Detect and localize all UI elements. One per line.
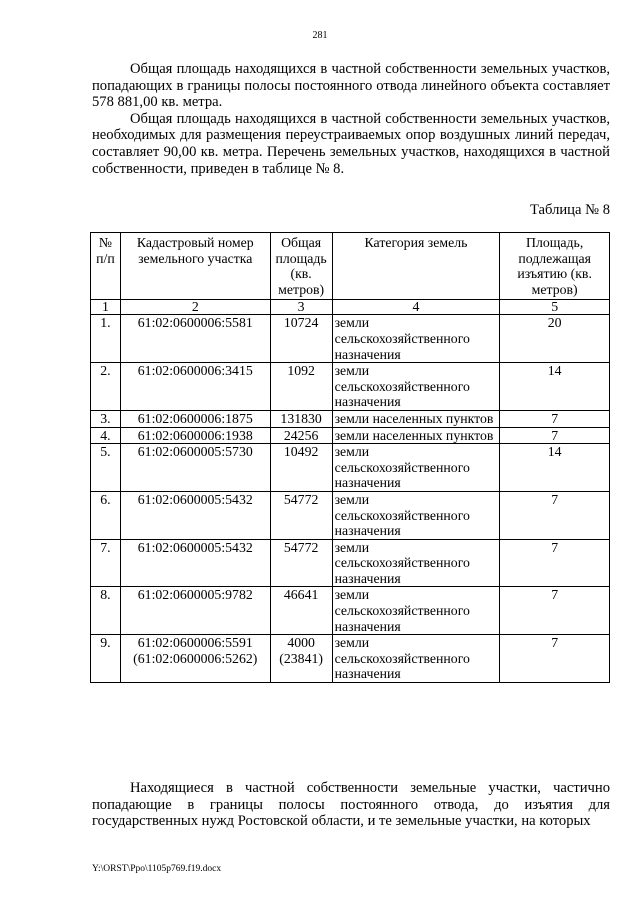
paragraph: Общая площадь находящихся в частной собственности земельных участков, необходимых для размещения переустраиваемых опор воздушных линий передач, составляет 90,00 кв. метра. Перечень земельных участков, находящихся в частной собственности, приведен в таблице № 8. [92, 110, 610, 177]
cell-seized-area: 7 [500, 427, 610, 444]
header-area: Общая площадь (кв. метров) [270, 233, 332, 300]
cell-seized-area: 14 [500, 363, 610, 411]
cell-land-category: земли сельскохозяйственного назначения [332, 315, 500, 363]
column-number: 2 [120, 300, 270, 315]
table-row [91, 491, 610, 539]
cell-total-area: 54772 [270, 539, 332, 587]
paragraph: Общая площадь находящихся в частной собственности земельных участков, попадающих в границы полосы постоянного отвода линейного объекта составляет 578 881,00 кв. метра. [92, 61, 610, 111]
cell-land-category: земли сельскохозяйственного назначения [332, 491, 500, 539]
column-number: 1 [91, 300, 121, 315]
cell-seized-area: 20 [500, 315, 610, 363]
cell-cadastral-number: 61:02:0600006:5591 (61:02:0600006:5262) [120, 635, 270, 683]
cell-total-area: 54772 [270, 491, 332, 539]
table-row [91, 587, 610, 635]
table-row [91, 444, 610, 492]
table-caption: Таблица № 8 [530, 202, 610, 218]
document-file-path: Y:\ORST\Ppo\1105p769.f19.docx [92, 864, 222, 874]
cell-num: 6. [91, 491, 121, 539]
cell-land-category: земли сельскохозяйственного назначения [332, 444, 500, 492]
cell-total-area: 24256 [270, 427, 332, 444]
cell-land-category: земли сельскохозяйственного назначения [332, 635, 500, 683]
cell-num: 4. [91, 427, 121, 444]
cell-cadastral-number: 61:02:0600005:5432 [120, 539, 270, 587]
table-row [91, 539, 610, 587]
cell-total-area: 46641 [270, 587, 332, 635]
column-number: 3 [270, 300, 332, 315]
table-row [91, 363, 610, 411]
table-row [91, 427, 610, 444]
cell-cadastral-number: 61:02:0600006:3415 [120, 363, 270, 411]
cell-cadastral-number: 61:02:0600005:5432 [120, 491, 270, 539]
cell-total-area: 10492 [270, 444, 332, 492]
cell-land-category: земли населенных пунктов [332, 410, 500, 427]
header-cadastral: Кадастровый номер земельного участка [120, 233, 270, 300]
cell-cadastral-number: 61:02:0600006:1875 [120, 410, 270, 427]
cell-seized-area: 14 [500, 444, 610, 492]
cell-land-category: земли сельскохозяйственного назначения [332, 363, 500, 411]
cell-num: 7. [91, 539, 121, 587]
cell-cadastral-number: 61:02:0600006:5581 [120, 315, 270, 363]
table-row [91, 315, 610, 363]
cell-seized-area: 7 [500, 491, 610, 539]
cell-num: 1. [91, 315, 121, 363]
column-number-row [91, 300, 610, 315]
table-row [91, 635, 610, 683]
cell-num: 5. [91, 444, 121, 492]
cell-num: 3. [91, 410, 121, 427]
intro-text [92, 61, 610, 177]
cell-land-category: земли сельскохозяйственного назначения [332, 587, 500, 635]
cell-num: 9. [91, 635, 121, 683]
land-plots-table [90, 232, 610, 683]
column-number: 4 [332, 300, 500, 315]
table-row [91, 410, 610, 427]
cell-seized-area: 7 [500, 635, 610, 683]
cell-land-category: земли населенных пунктов [332, 427, 500, 444]
cell-cadastral-number: 61:02:0600005:5730 [120, 444, 270, 492]
cell-seized-area: 7 [500, 539, 610, 587]
cell-land-category: земли сельскохозяйственного назначения [332, 539, 500, 587]
paragraph: Находящиеся в частной собственности земельные участки, частично попадающие в границы полосы постоянного отвода, до изъятия для государственных нужд Ростовской области, и те земельные участки, на которых [92, 780, 610, 830]
cell-total-area: 1092 [270, 363, 332, 411]
cell-cadastral-number: 61:02:0600006:1938 [120, 427, 270, 444]
column-number: 5 [500, 300, 610, 315]
cell-total-area: 131830 [270, 410, 332, 427]
cell-seized-area: 7 [500, 410, 610, 427]
header-seized: Площадь, подлежащая изъятию (кв. метров) [500, 233, 610, 300]
header-category: Категория земель [332, 233, 500, 300]
closing-text [92, 780, 610, 830]
page-number: 281 [312, 30, 328, 41]
cell-seized-area: 7 [500, 587, 610, 635]
cell-num: 2. [91, 363, 121, 411]
cell-num: 8. [91, 587, 121, 635]
table-header-row [91, 233, 610, 300]
cell-cadastral-number: 61:02:0600005:9782 [120, 587, 270, 635]
header-num: № п/п [91, 233, 121, 300]
cell-total-area: 4000 (23841) [270, 635, 332, 683]
cell-total-area: 10724 [270, 315, 332, 363]
